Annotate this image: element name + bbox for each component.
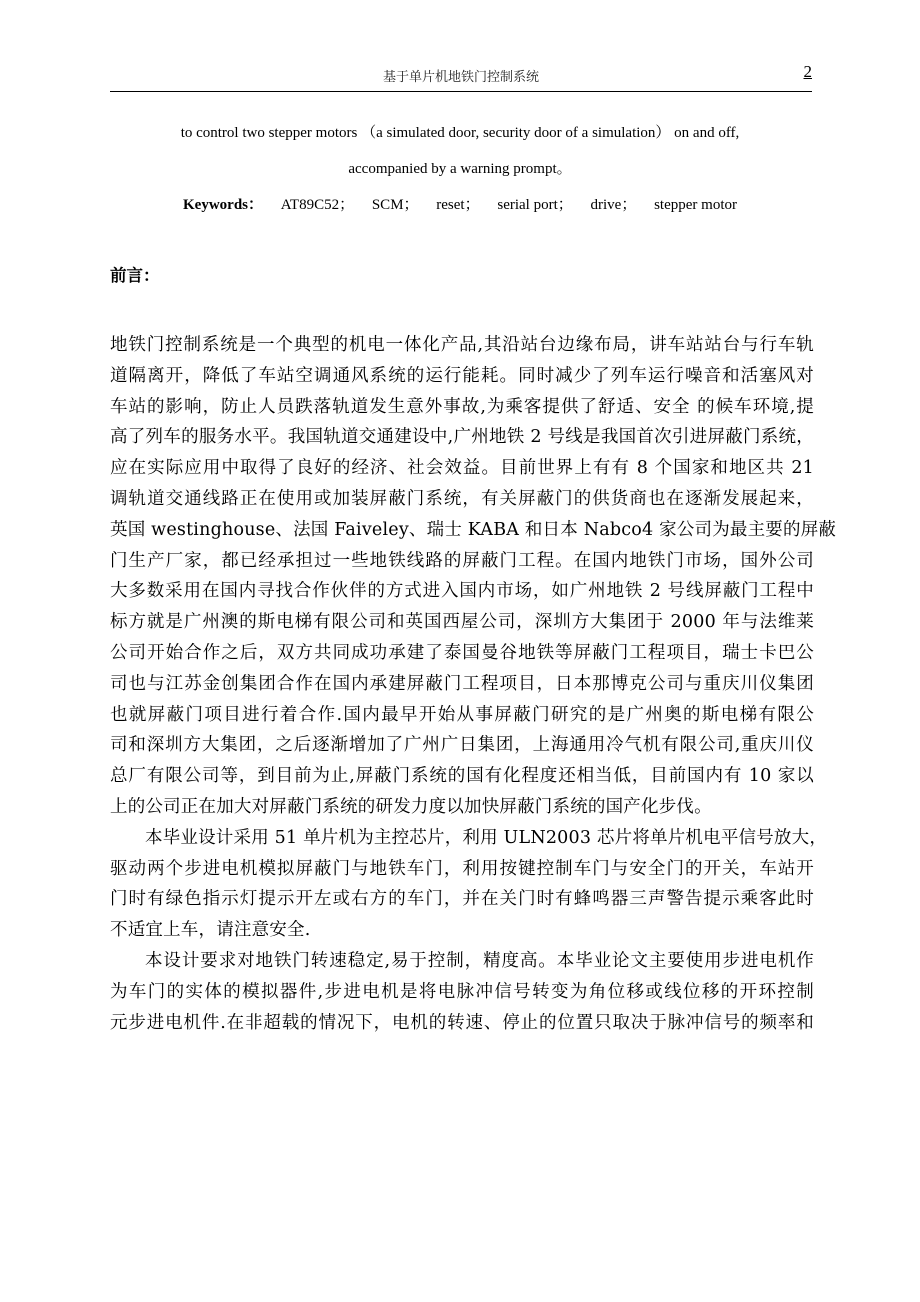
text-line: 高了列车的服务水平。我国轨道交通建设中,广州地铁 2 号线是我国首次引进屏蔽门系统， [110, 427, 814, 448]
header-divider [110, 91, 812, 92]
text-line: 公司开始合作之后，双方共同成功承建了泰国曼谷地铁等屏蔽门工程项目，瑞士卡巴公 [110, 642, 814, 663]
text-line: 司也与江苏金创集团合作在国内承建屏蔽门工程项目，日本那博克公司与重庆川仪集团 [110, 673, 814, 694]
keyword: reset； [436, 197, 480, 213]
keyword: SCM； [371, 197, 419, 213]
keywords-line [60, 193, 860, 214]
text-line: 司和深圳方大集团，之后逐渐增加了广州广日集团，上海通用冷气机有限公司,重庆川仪 [110, 735, 814, 756]
text-line: 大多数采用在国内寻找合作伙伴的方式进入国内市场，如广州地铁 2 号线屏蔽门工程中 [110, 581, 814, 602]
keyword: AT89C52； [280, 197, 355, 213]
text-line: 上的公司正在加大对屏蔽门系统的研发力度以加快屏蔽门系统的国产化步伐。 [110, 796, 712, 817]
text-line: 门时有绿色指示灯提示开左或右方的车门，并在关门时有蜂鸣器三声警告提示乘客此时 [110, 889, 814, 910]
section-heading: 前言： [110, 266, 160, 285]
text-line: 调轨道交通线路正在使用或加装屏蔽门系统，有关屏蔽门的供货商也在逐渐发展起来， [110, 488, 814, 509]
text-line: 标方就是广州澳的斯电梯有限公司和英国西屋公司，深圳方大集团于 2000 年与法维莱 [110, 612, 814, 633]
text-line: 元步进电机件.在非超载的情况下，电机的转速、停止的位置只取决于脉冲信号的频率和 [110, 1012, 814, 1033]
text-line: 道隔离开，降低了车站空调通风系统的运行能耗。同时减少了列车运行噪音和活塞风对 [110, 365, 814, 386]
document-title: 基于单片机地铁门控制系统 [382, 70, 539, 85]
body-text [110, 330, 837, 1038]
text-line: 英国 westinghouse、法国 Faiveley、瑞士 KABA 和日本 Nabco4 家公司为最主要的屏蔽 [110, 519, 837, 540]
abstract-line-1: to control two stepper motors （a simulated door, security door of a simulation） on and off, [180, 125, 740, 141]
keyword: stepper motor [654, 197, 737, 213]
text-line: 驱动两个步进电机模拟屏蔽门与地铁车门，利用按键控制车门与安全门的开关，车站开 [110, 858, 814, 879]
text-line: 地铁门控制系统是一个典型的机电一体化产品,其沿站台边缘布局，讲车站站台与行车轨 [110, 335, 814, 355]
keywords-label: Keywords： [183, 197, 263, 213]
keyword: serial port； [497, 197, 573, 213]
text-line: 车站的影响，防止人员跌落轨道发生意外事故,为乘客提供了舒适、安全 的候车环境,提 [110, 396, 814, 417]
text-line: 也就屏蔽门项目进行着合作.国内最早开始从事屏蔽门研究的是广州奥的斯电梯有限公 [110, 704, 814, 725]
text-line: 应在实际应用中取得了良好的经济、社会效益。目前世界上有有 8 个国家和地区共 21 [110, 458, 814, 479]
text-line: 门生产厂家，都已经承担过一些地铁线路的屏蔽门工程。在国内地铁门市场，国外公司 [110, 550, 814, 571]
text-line: 本设计要求对地铁门转速稳定,易于控制，精度高。本毕业论文主要使用步进电机作 [145, 950, 814, 971]
keyword: drive； [590, 197, 637, 213]
text-line: 为车门的实体的模拟器件,步进电机是将电脉冲信号转变为角位移或线位移的开环控制 [110, 981, 814, 1002]
page-header [110, 62, 812, 92]
abstract-line-2: accompanied by a warning prompt。 [348, 161, 572, 177]
text-line: 不适宜上车，请注意安全. [110, 920, 311, 941]
page-number: 2 [803, 62, 812, 81]
text-line: 总厂有限公司等，到目前为止,屏蔽门系统的国有化程度还相当低，目前国内有 10 家以 [110, 766, 814, 787]
text-line: 本毕业设计采用 51 单片机为主控芯片，利用 ULN2003 芯片将单片机电平信号放大， [145, 827, 828, 848]
